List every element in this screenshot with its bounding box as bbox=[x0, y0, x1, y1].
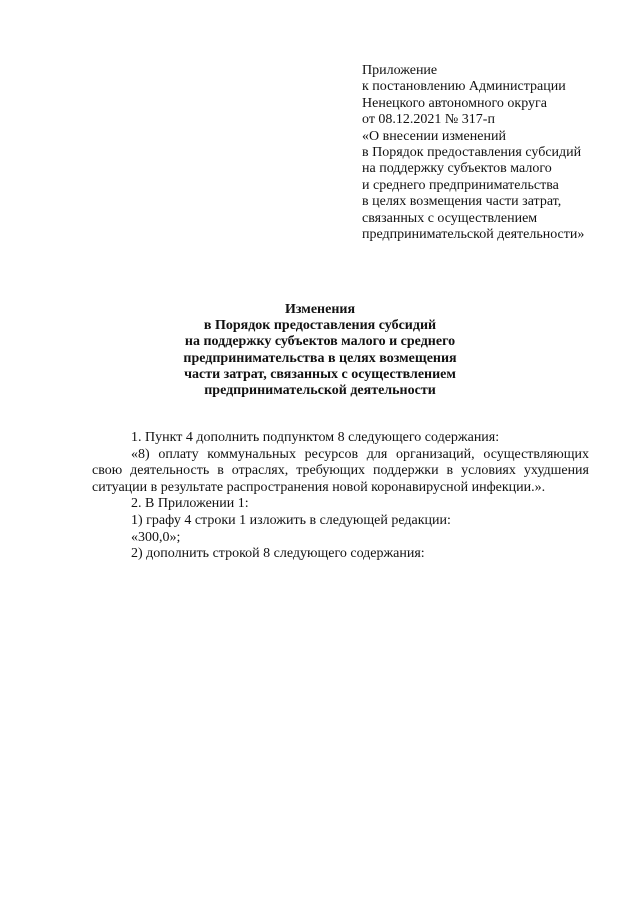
item-2-subitem-2: 2) дополнить строкой 8 следующего содержания: bbox=[131, 546, 425, 562]
appendix-line: от 08.12.2021 № 317-п bbox=[362, 112, 495, 128]
document-body bbox=[92, 430, 589, 563]
title-line: на поддержку субъектов малого и среднего bbox=[184, 334, 456, 350]
appendix-line: «О внесении изменений bbox=[362, 128, 506, 144]
appendix-line: и среднего предпринимательства bbox=[362, 177, 559, 193]
title-line: части затрат, связанных с осуществлением bbox=[184, 366, 456, 382]
title-line: Изменения bbox=[284, 302, 356, 317]
appendix-line: Приложение bbox=[362, 63, 438, 78]
appendix-line: связанных с осуществлением bbox=[362, 210, 538, 226]
appendix-line: предпринимательской деятельности» bbox=[362, 227, 585, 243]
appendix-line: Ненецкого автономного округа bbox=[362, 95, 547, 111]
item-2-subitem-1-value: «300,0»; bbox=[131, 529, 181, 545]
title-line: предпринимательства в целях возмещения bbox=[183, 350, 457, 366]
title-line: в Порядок предоставления субсидий bbox=[203, 318, 437, 334]
item-2: 2. В Приложении 1: bbox=[131, 496, 249, 512]
appendix-line: в Порядок предоставления субсидий bbox=[362, 145, 582, 161]
item-1: 1. Пункт 4 дополнить подпунктом 8 следующего содержания: bbox=[131, 430, 500, 445]
appendix-line: на поддержку субъектов малого bbox=[362, 161, 552, 177]
item-1-text: «8) оплату коммунальных ресурсов для организаций, осуществляющих свою деятельность в отраслях, требующих поддержки в условиях ухудшения ситуации в результате распространения новой коронавирусной инфекции.». bbox=[92, 446, 589, 495]
title-line: предпринимательской деятельности bbox=[204, 383, 436, 399]
appendix-line: в целях возмещения части затрат, bbox=[362, 194, 562, 210]
document-title bbox=[140, 302, 500, 399]
item-2-subitem-1: 1) графу 4 строки 1 изложить в следующей редакции: bbox=[131, 512, 451, 528]
appendix-block bbox=[362, 63, 612, 243]
appendix-line: к постановлению Администрации bbox=[362, 79, 566, 95]
